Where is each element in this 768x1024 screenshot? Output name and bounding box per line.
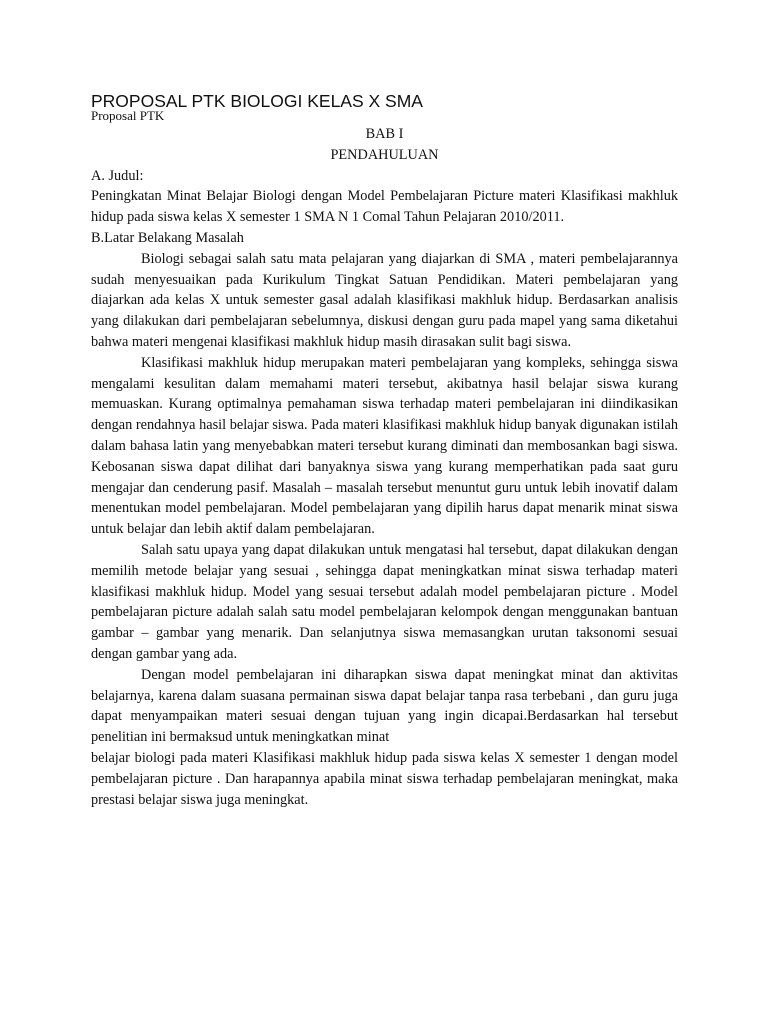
section-a-text: Peningkatan Minat Belajar Biologi dengan Model Pembelajaran Picture materi Klasifikasi makhluk hidup pada siswa kelas X semester 1 SMA N 1 Comal Tahun Pelajaran 2010/2011. [91, 188, 678, 226]
paragraph: Dengan model pembelajaran ini diharapkan siswa dapat meningkat minat dan aktivitas belajarnya, karena dalam suasana permainan siswa dapat belajar tanpa rasa terbebani , dan guru juga dapat menyampaikan materi sesuai dengan tujuan yang ingin dicapai.Berdasarkan hal tersebut penelitian ini bermaksud untuk meningkatkan minat [91, 666, 678, 746]
section-a-heading: A. Judul: [91, 167, 144, 184]
paragraph: belajar biologi pada materi Klasifikasi makhluk hidup pada siswa kelas X semester 1 dengan model pembelajaran picture . Dan harapannya apabila minat siswa terhadap pembelajaran meningkat, maka prestasi belajar siswa juga meningkat. [91, 749, 678, 808]
chapter-number: BAB I [365, 126, 404, 142]
chapter-title: PENDAHULUAN [330, 146, 439, 163]
paragraph: Salah satu upaya yang dapat dilakukan untuk mengatasi hal tersebut, dapat dilakukan dengan memilih metode belajar yang sesuai , sehingga dapat meningkatkan minat siswa terhadap materi klasifikasi makhluk hidup. Model yang sesuai tersebut adalah model pembelajaran picture . Model pembelajaran picture adalah salah satu model pembelajaran kelompok dengan menggunakan bantuan gambar – gambar yang menarik. Dan selanjutnya siswa memasangkan urutan taksonomi sesuai dengan gambar yang ada. [91, 541, 678, 662]
section-b-heading: B.Latar Belakang Masalah [91, 229, 244, 246]
paragraph: Klasifikasi makhluk hidup merupakan materi pembelajaran yang kompleks, sehingga siswa mengalami kesulitan dalam memahami materi tersebut, akibatnya hasil belajar siswa kurang memuaskan. Kurang optimalnya pemahaman siswa terhadap materi pembelajaran ini diindikasikan dengan rendahnya hasil belajar siswa. Pada materi klasifikasi makhluk hidup banyak digunakan istilah dalam bahasa latin yang menyebabkan materi tersebut kurang diminati dan membosankan bagi siswa. Kebosanan siswa dapat dilihat dari banyaknya siswa yang kurang memperhatikan pada saat guru mengajar dan cenderung pasif. Masalah – masalah tersebut menuntut guru untuk lebih inovatif dalam menentukan model pembelajaran. Model pembelajaran yang dipilih harus dapat menarik minat siswa untuk belajar dan lebih aktif dalam pembelajaran. [91, 354, 678, 538]
document-title: PROPOSAL PTK BIOLOGI KELAS X SMA [91, 91, 423, 111]
document-body [91, 124, 678, 810]
paragraph: Biologi sebagai salah satu mata pelajaran yang diajarkan di SMA , materi pembelajarannya sudah menyesuaikan pada Kurikulum Tingkat Satuan Pendidikan. Materi pembelajaran yang diajarkan ada kelas X untuk semester gasal adalah klasifikasi makhluk hidup. Berdasarkan analisis yang dilakukan dari pembelajaran sebelumnya, diskusi dengan guru pada mapel yang sama diketahui bahwa materi mengenai klasifikasi makhluk hidup masih dirasakan sulit bagi siswa. [91, 250, 678, 350]
document-subtitle: Proposal PTK [91, 108, 165, 123]
